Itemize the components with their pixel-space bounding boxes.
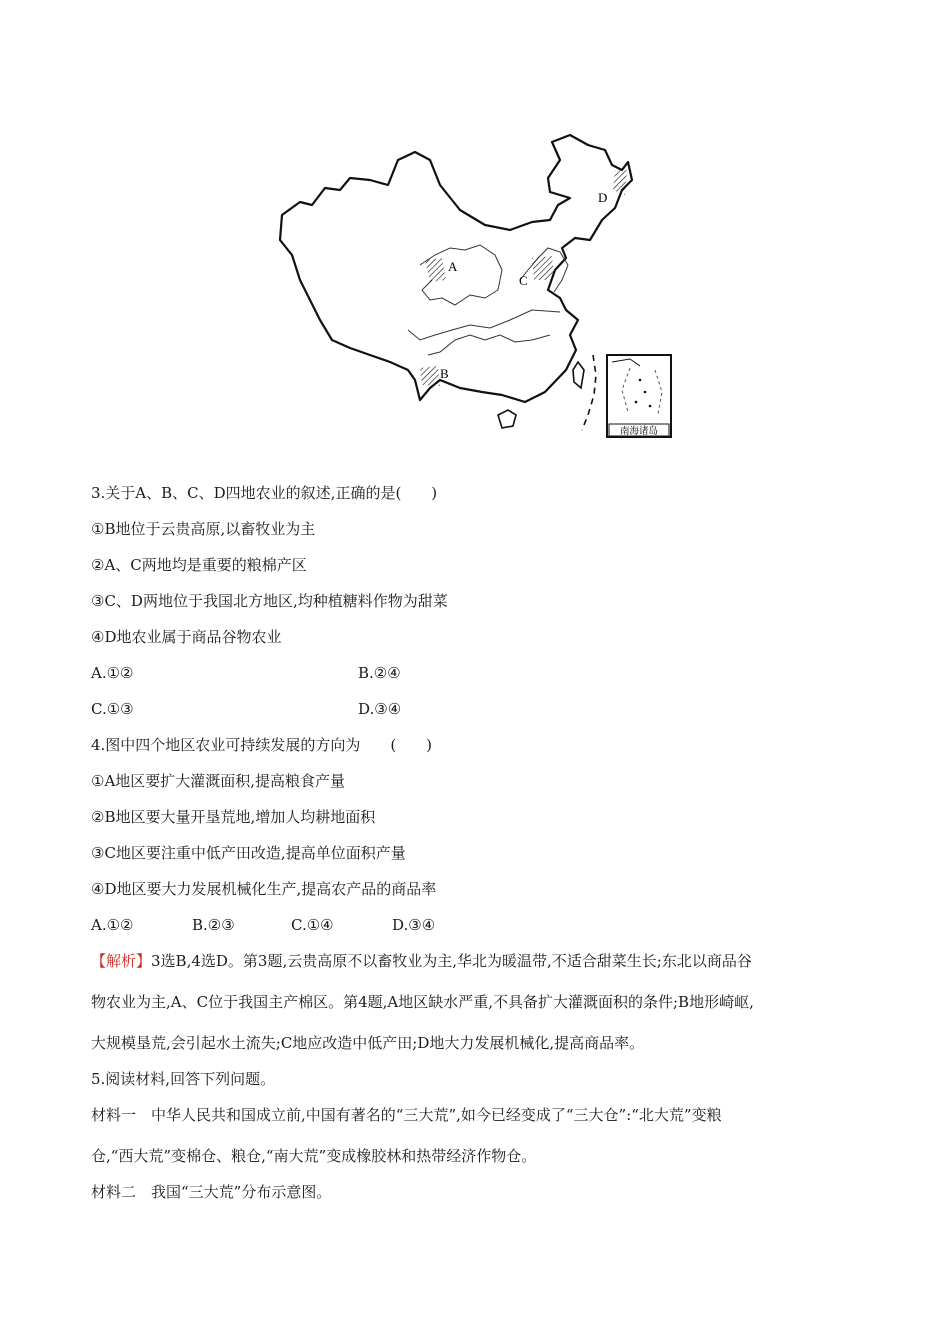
region-a-hatch [425, 258, 446, 282]
q3-item-3: ③C、D两地位于我国北方地区,均种植糖料作物为甜菜 [91, 592, 448, 610]
analysis-tag: 【解析】 [91, 952, 152, 970]
q3-option-a: A.①② [91, 664, 134, 682]
q5-material2: 材料二 我国“三大荒”分布示意图。 [91, 1183, 332, 1201]
inset-label: 南海诸岛 [619, 426, 659, 437]
region-a-label: A [448, 259, 458, 274]
analysis-line-3: 大规模垦荒,会引起水土流失;C地应改造中低产田;D地大力发展机械化,提高商品率。 [91, 1034, 645, 1052]
yangtze-river [408, 310, 560, 340]
region-c-label: C [519, 273, 528, 288]
region-c-hatch [532, 256, 554, 280]
q3-option-b: B.②④ [358, 664, 401, 682]
q5-material1-line2: 仓,“西大荒”变棉仓、粮仓,“南大荒”变成橡胶林和热带经济作物仓。 [91, 1147, 537, 1165]
q3-item-4: ④D地农业属于商品谷物农业 [91, 628, 282, 646]
analysis-text-1: 3选B,4选D。第3题,云贵高原不以畜牧业为主,华北为暖温带,不适合甜菜生长;东北以商品谷 [151, 952, 752, 970]
q4-item-2: ②B地区要大量开垦荒地,增加人均耕地面积 [91, 808, 376, 826]
taiwan-island [573, 362, 584, 388]
region-b-label: B [440, 366, 449, 381]
q5-stem: 5.阅读材料,回答下列问题。 [91, 1070, 276, 1088]
region-b-hatch [420, 366, 440, 386]
q4-option-d: D.③④ [392, 916, 436, 934]
q4-option-a: A.①② [91, 916, 134, 934]
q4-item-4: ④D地区要大力发展机械化生产,提高农产品的商品率 [91, 880, 437, 898]
q3-item-2: ②A、C两地均是重要的粮棉产区 [91, 556, 307, 574]
q3-option-c: C.①③ [91, 700, 134, 718]
analysis-line-1 [91, 951, 752, 971]
hainan-island [498, 410, 516, 428]
maritime-boundary [582, 355, 596, 430]
q4-item-3: ③C地区要注重中低产田改造,提高单位面积产量 [91, 844, 406, 862]
south-china-sea-inset [607, 355, 671, 437]
region-d-label: D [598, 190, 608, 205]
q4-option-b: B.②③ [192, 916, 235, 934]
q3-item-1: ①B地位于云贵高原,以畜牧业为主 [91, 520, 316, 538]
region-d-hatch [613, 170, 627, 195]
q3-stem: 3.关于A、B、C、D四地农业的叙述,正确的是( ) [91, 484, 438, 502]
q4-stem: 4.图中四个地区农业可持续发展的方向为 ( ) [91, 736, 433, 754]
q4-item-1: ①A地区要扩大灌溉面积,提高粮食产量 [91, 772, 346, 790]
q3-option-d: D.③④ [358, 700, 402, 718]
southern-boundary [428, 335, 550, 355]
q5-material1-line1: 材料一 中华人民共和国成立前,中国有著名的“三大荒”,如今已经变成了“三大仓”:“北大荒”变粮 [91, 1106, 722, 1124]
q4-option-c: C.①④ [291, 916, 334, 934]
analysis-line-2: 物农业为主,A、C位于我国主产棉区。第4题,A地区缺水严重,不具备扩大灌溉面积的条件;B地形崎岖, [91, 993, 754, 1011]
china-agriculture-map [270, 130, 685, 445]
